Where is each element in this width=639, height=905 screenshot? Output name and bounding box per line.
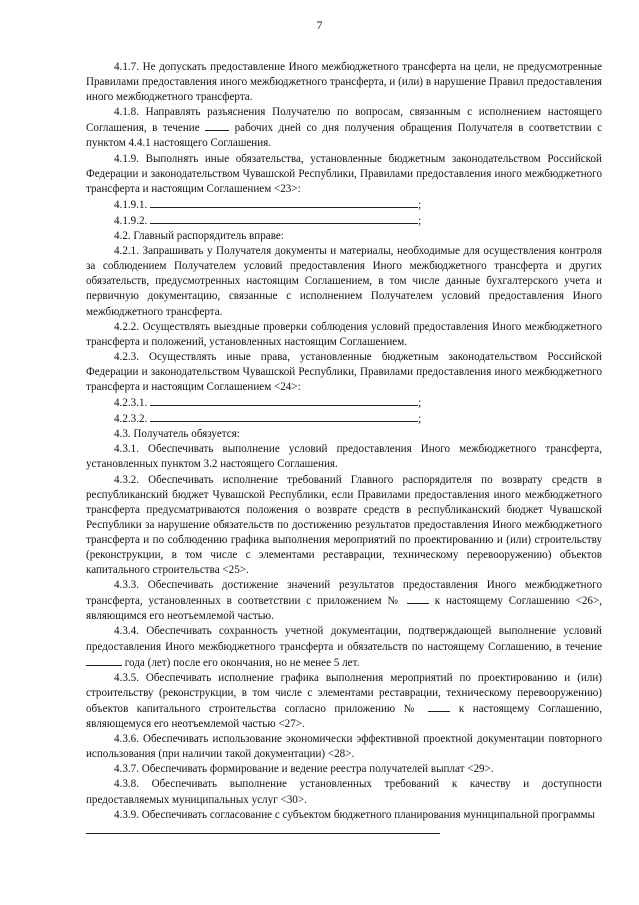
paragraph-4-2-2: 4.2.2. Осуществлять выездные проверки соблюдения условий предоставления Иного межбюджетного трансферта и положений, установленных настоящим Соглашением. [86, 320, 602, 348]
item-4-1-9-2 [86, 213, 602, 229]
days-count-blank [205, 120, 229, 131]
paragraph-4-2: 4.2. Главный распорядитель вправе: [114, 230, 284, 243]
item-4-2-3-1-semicolon: ; [418, 397, 422, 410]
item-4-2-3-1-blank [150, 395, 418, 406]
paragraph-4-3-4-part-2: года (лет) после его окончания, но не менее 5 лет. [124, 656, 360, 669]
paragraph-4-3-8: 4.3.8. Обеспечивать выполнение установленных требований к качеству и доступности предоставляемых муниципальных услуг <30>. [86, 778, 602, 806]
item-4-1-9-1-blank [150, 197, 418, 208]
paragraph-4-3: 4.3. Получатель обязуется: [114, 428, 240, 441]
paragraph-4-3-5-part-1: 4.3.5. Обеспечивать исполнение графика выполнения мероприятий по проектированию и (или) строительству (реконструкции, в том числе с элементами реставрации, техническому перевооружению) объектов капитального строительства согласно приложению № [86, 671, 602, 715]
program-name-blank [86, 823, 440, 834]
paragraph-4-3-2: 4.3.2. Обеспечивать исполнение требований Главного распорядителя по возврату средств в республиканский бюджет Чувашской Республики, если Правилами предоставления иного межбюджетного трансферта предусматриваются положения о возврате средств в республиканский бюджет Чувашской Республики за нарушение обязательств по достижению результатов предоставления Иного межбюджетного трансферта и по соблюдению графика выполнения мероприятий по проектированию и (или) строительству (реконструкции, в том числе с элементами реставрации, техническому перевооружению) объектов капитального строительства <25>. [86, 473, 602, 577]
item-4-1-9-1-semicolon: ; [418, 198, 422, 211]
item-4-2-3-2 [86, 411, 602, 427]
paragraph-4-2-3: 4.2.3. Осуществлять иные права, установленные бюджетным законодательством Российской Федерации и законодательством Чувашской Республики, Правилами предоставления иного межбюджетного трансферта и настоящим Соглашением <24>: [86, 350, 602, 393]
paragraph-4-1-9: 4.1.9. Выполнять иные обязательства, установленные бюджетным законодательством Российской Федерации и законодательством Чувашской Республики, Правилами предоставления иного межбюджетного трансферта и настоящим Соглашением <23>: [86, 152, 602, 195]
paragraph-4-3-9 [86, 808, 602, 839]
item-4-1-9-2-label: 4.1.9.2. [114, 214, 148, 227]
item-4-2-3-2-label: 4.2.3.2. [114, 413, 148, 426]
paragraph-4-3-3 [86, 578, 602, 624]
paragraph-4-1-8-part-2: рабочих дней со дня получения обращения Получателя в соответствии с пунктом 4.4.1 настоящего Соглашения. [86, 122, 603, 150]
paragraph-4-3-7: 4.3.7. Обеспечивать формирование и ведение реестра получателей выплат <29>. [114, 763, 494, 776]
document-body [86, 60, 602, 839]
paragraph-4-3-5-part-2: к настоящему Соглашению, являющемуся его неотъемлемой частью <27>. [86, 702, 602, 731]
item-4-1-9-1-label: 4.1.9.1. [114, 198, 148, 211]
paragraph-4-1-8-part-1: 4.1.8. Направлять разъяснения Получателю по вопросам, связанным с исполнением настоящего Соглашения, в течение [86, 106, 602, 135]
item-4-2-3-1 [86, 395, 602, 411]
paragraph-4-3-5 [86, 671, 602, 732]
paragraph-4-3-6: 4.3.6. Обеспечивать использование экономически эффективной проектной документации повторного использования (при наличии такой документации) <28>. [86, 733, 602, 761]
paragraph-4-2-1: 4.2.1. Запрашивать у Получателя документы и материалы, необходимые для осуществления контроля за соблюдением Получателем условий предоставления Иного межбюджетного трансферта и других обязательств, предусмотренных настоящим Соглашением, в том числе данные бухгалтерского учета и первичную документацию, связанные с исполнением Получателем условий предоставления Иного межбюджетного трансферта. [86, 245, 602, 318]
schedule-appendix-number-blank [428, 701, 450, 712]
paragraph-4-3-4 [86, 624, 602, 670]
page-number: 7 [316, 20, 323, 32]
paragraph-4-3-9-text: 4.3.9. Обеспечивать согласование с субъектом бюджетного планирования муниципальной программы [114, 808, 595, 821]
paragraph-4-3-3-part-2: к настоящему Соглашению <26>, являющимся его неотъемлемой частью. [86, 595, 603, 623]
paragraph-4-1-8 [86, 105, 602, 151]
years-count-blank [86, 655, 122, 666]
item-4-2-3-1-label: 4.2.3.1. [114, 397, 148, 410]
paragraph-4-3-4-part-1: 4.3.4. Обеспечивать сохранность учетной документации, подтверждающей выполнение условий предоставления Иного межбюджетного трансферта и обязательств по настоящему Соглашению, в течение [86, 625, 602, 653]
item-4-2-3-2-blank [150, 411, 418, 422]
paragraph-4-1-7: 4.1.7. Не допускать предоставление Иного межбюджетного трансферта на цели, не предусмотренные Правилами предоставления иного межбюджетного трансферта, и (или) в нарушение Правил предоставления иного межбюджетного трансферта. [86, 61, 602, 104]
paragraph-4-3-3-part-1: 4.3.3. Обеспечивать достижение значений результатов предоставления Иного межбюджетного трансферта, установленных в соответствии с приложением № [86, 579, 602, 608]
item-4-2-3-2-semicolon: ; [418, 413, 422, 426]
item-4-1-9-2-blank [150, 213, 418, 224]
item-4-1-9-1 [86, 197, 602, 213]
appendix-number-blank [407, 593, 429, 604]
item-4-1-9-2-semicolon: ; [418, 214, 422, 227]
paragraph-4-3-1: 4.3.1. Обеспечивать выполнение условий предоставления Иного межбюджетного трансферта, установленных пунктом 3.2 настоящего Соглашения. [86, 443, 602, 471]
